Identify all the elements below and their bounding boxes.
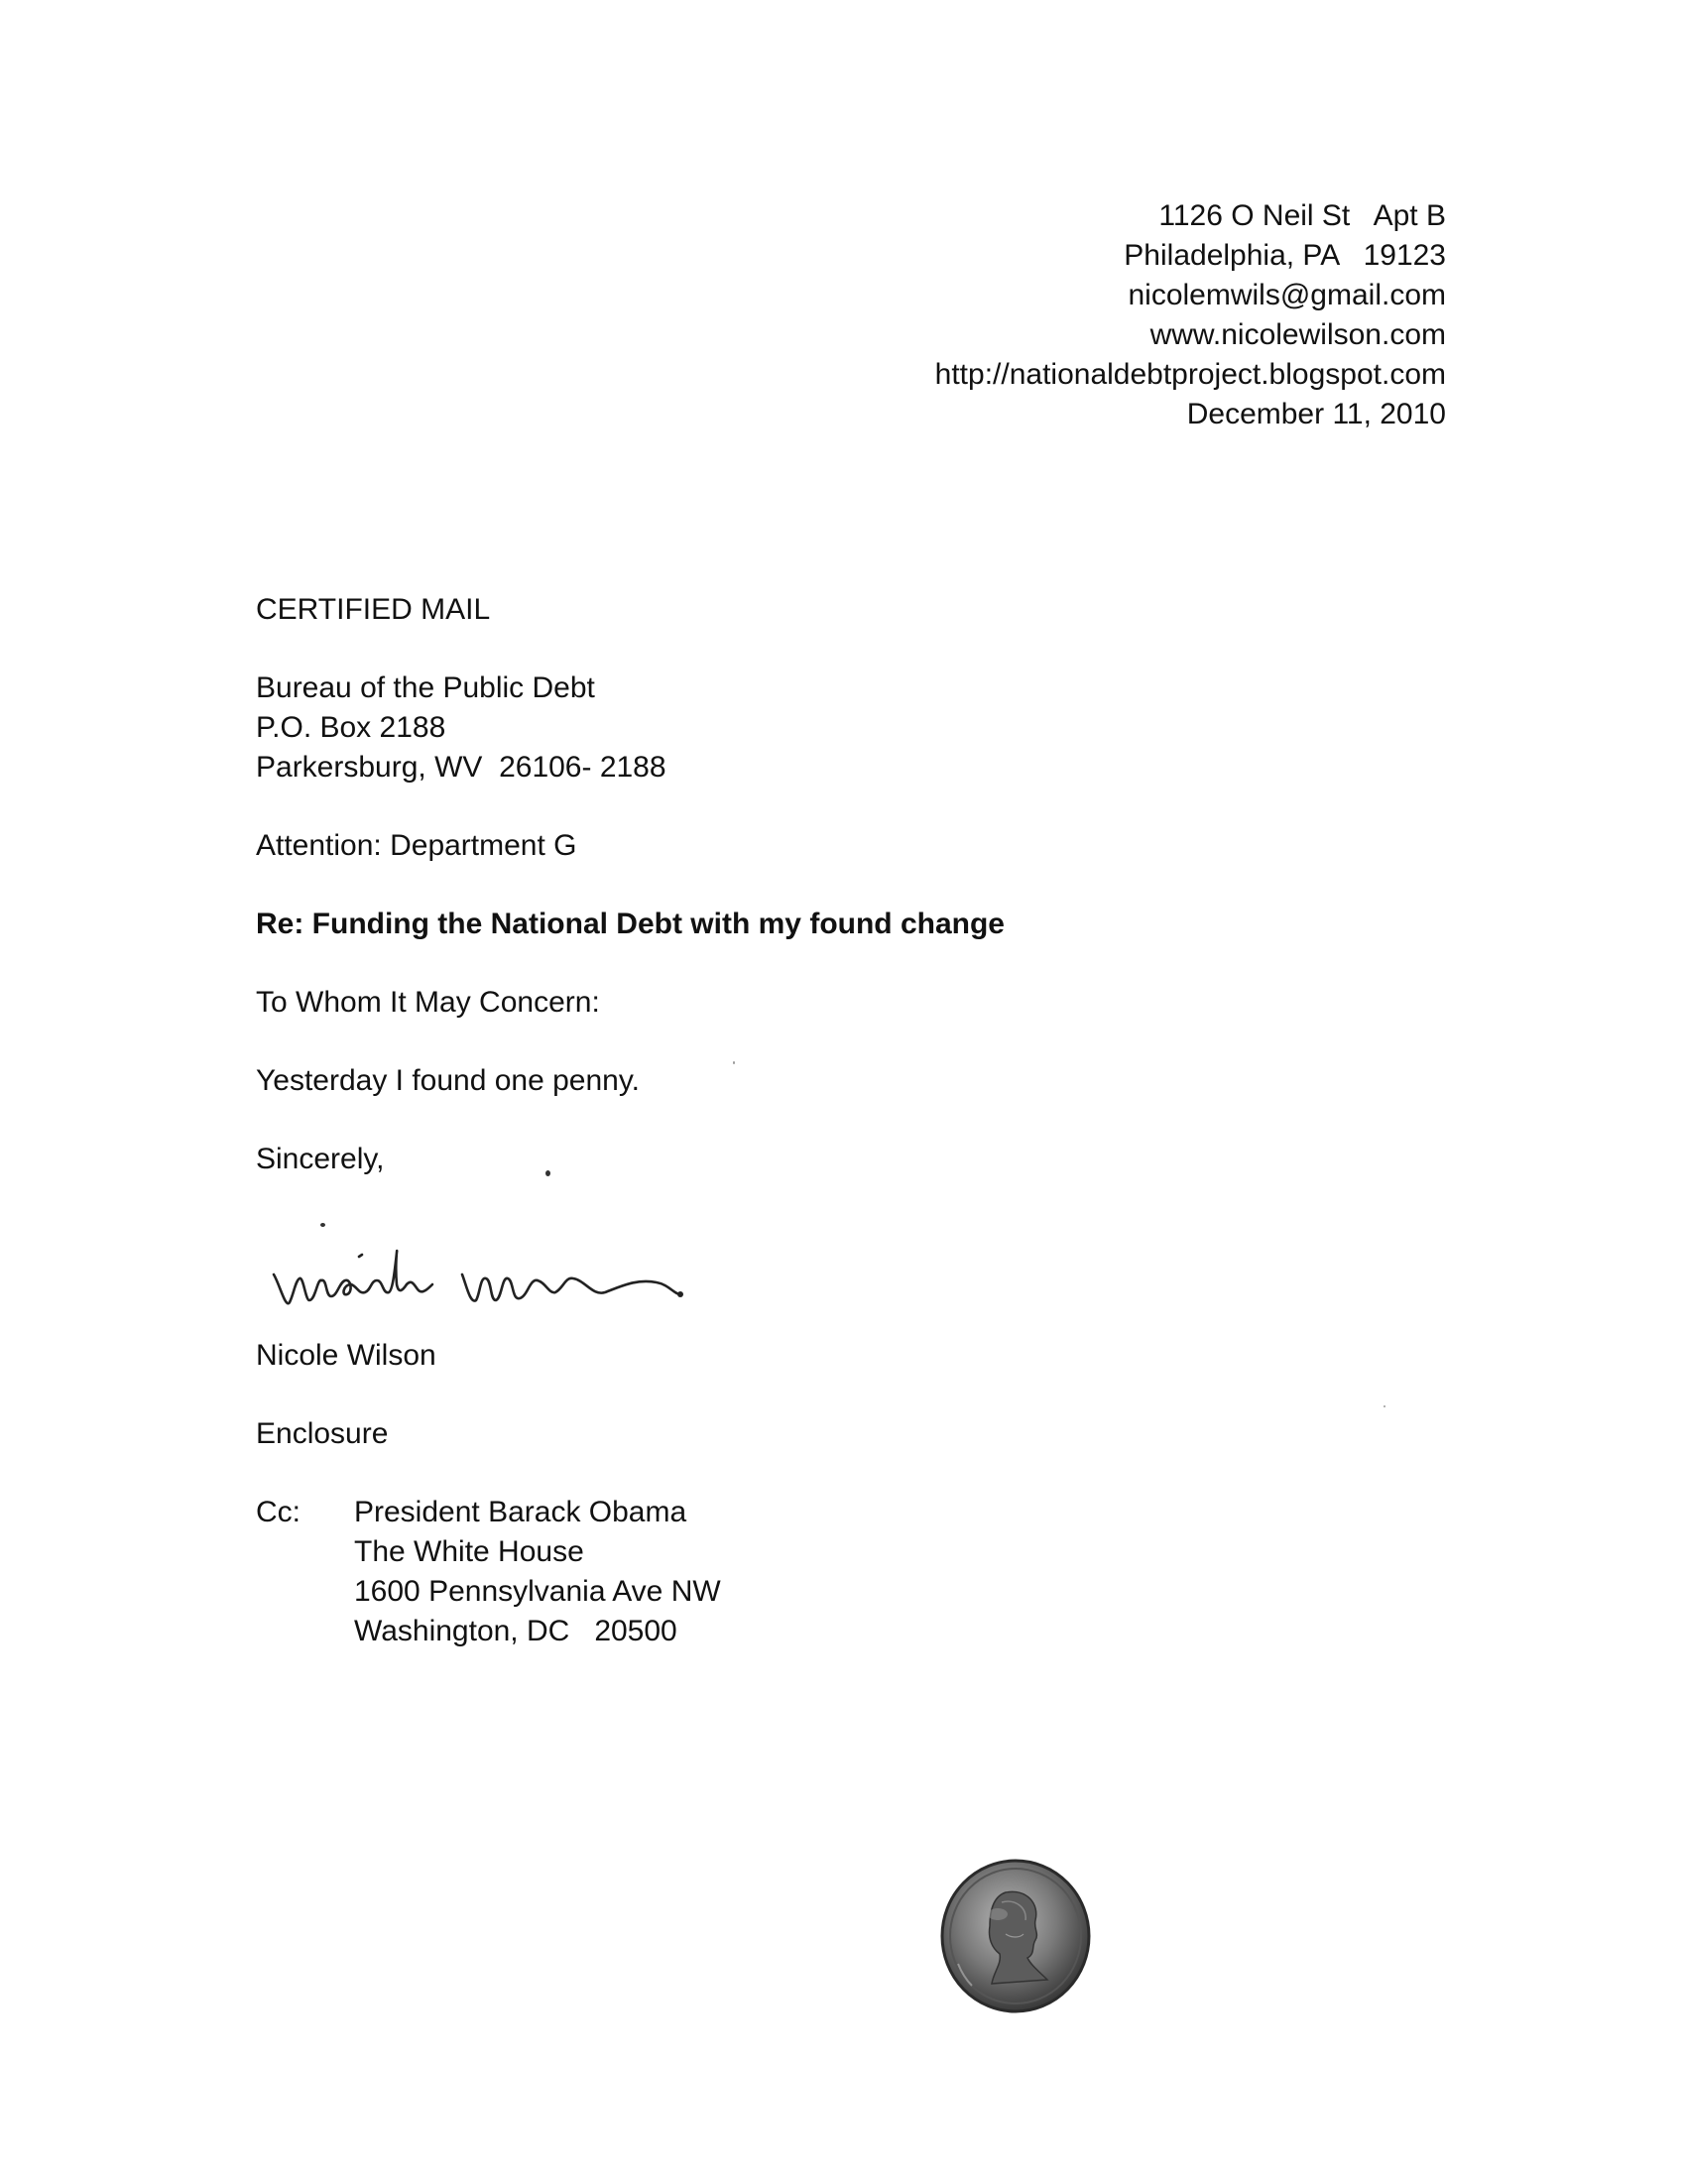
cc-label: Cc:	[256, 1496, 301, 1528]
closing: Sincerely,	[256, 1143, 385, 1175]
sender-blog: http://nationaldebtproject.blogspot.com	[934, 358, 1446, 391]
sender-street: 1126 O Neil St Apt B	[1158, 199, 1446, 232]
cc-block	[256, 1493, 721, 1651]
sender-city: Philadelphia, PA 19123	[1124, 239, 1446, 272]
recipient-city: Parkersburg, WV 26106- 2188	[256, 751, 666, 784]
letter-body: Yesterday I found one penny.	[256, 1064, 640, 1097]
handwritten-signature	[268, 1215, 734, 1324]
signer-name: Nicole Wilson	[256, 1339, 436, 1372]
cc-line: 1600 Pennsylvania Ave NW	[354, 1575, 721, 1608]
sender-address-block	[935, 196, 1446, 434]
cc-line: President Barack Obama	[354, 1496, 687, 1528]
cc-address	[354, 1493, 721, 1651]
cc-line: The White House	[354, 1535, 584, 1568]
scan-speck	[320, 1223, 325, 1227]
subject-line: Re: Funding the National Debt with my found change	[256, 908, 1005, 940]
cc-line: Washington, DC 20500	[354, 1615, 677, 1647]
attention-line: Attention: Department G	[256, 829, 577, 862]
enclosure-note: Enclosure	[256, 1417, 389, 1450]
recipient-po-box: P.O. Box 2188	[256, 711, 446, 744]
mail-type: CERTIFIED MAIL	[256, 593, 491, 626]
penny-coin-image	[936, 1855, 1095, 2013]
recipient-name: Bureau of the Public Debt	[256, 671, 595, 704]
letter-date: December 11, 2010	[1186, 398, 1446, 430]
scan-speck	[733, 1061, 735, 1064]
sender-email: nicolemwils@gmail.com	[1128, 279, 1446, 311]
recipient-address-block	[256, 668, 666, 788]
salutation: To Whom It May Concern:	[256, 986, 600, 1019]
scan-speck	[1384, 1405, 1385, 1407]
scan-speck	[545, 1170, 550, 1176]
sender-website: www.nicolewilson.com	[1149, 318, 1446, 351]
